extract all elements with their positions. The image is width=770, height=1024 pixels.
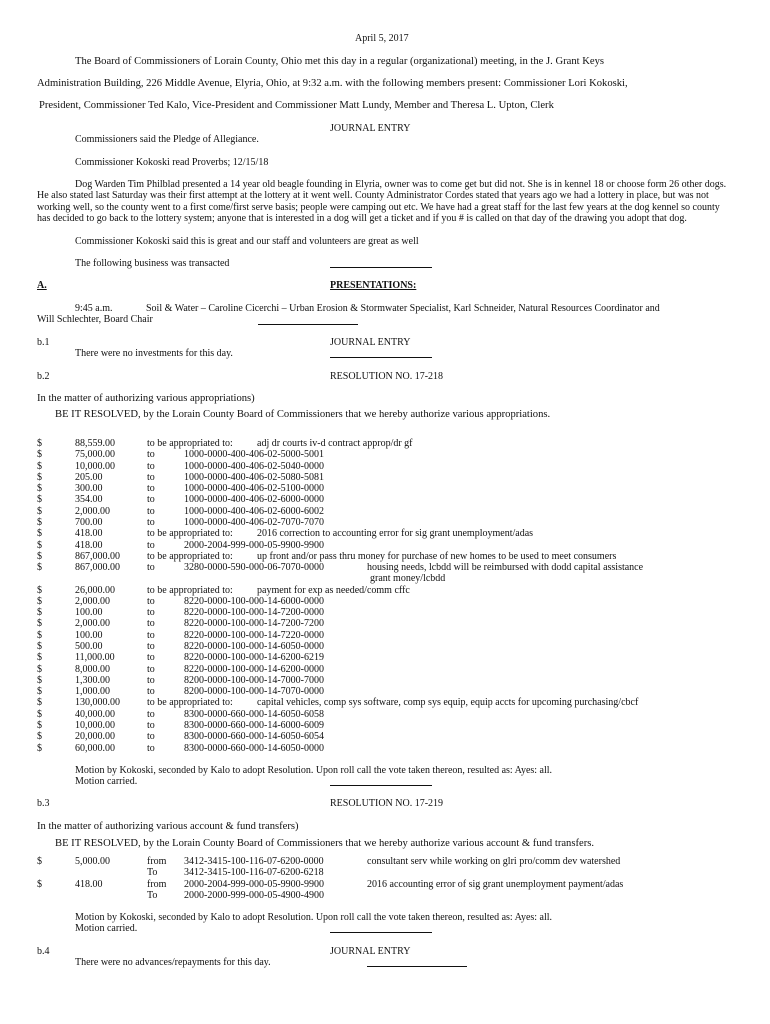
amount: 500.00 [75,641,103,653]
amount: 100.00 [75,629,103,641]
currency-symbol: $ [37,878,42,890]
table-row [0,618,770,629]
description: capital vehicles, comp sys software, comp sys equip, equip accts for upcoming purchasing/cbcf [257,697,639,709]
b3-matter: In the matter of authorizing various account & fund transfers) [37,821,299,832]
currency-symbol: $ [37,629,42,641]
b2-resolved: BE IT RESOLVED, by the Lorain County Board of Commissioners that we hereby authorize various appropriations. [55,409,551,420]
amount: 10,000.00 [75,460,115,472]
amount: 1,300.00 [75,674,110,686]
amount: 20,000.00 [75,731,115,743]
table-row [0,856,770,867]
appropriation-type: to [147,720,155,731]
signature-line [367,966,467,967]
table-row [0,494,770,505]
account-number: 8220-0000-100-000-14-7200-7200 [184,618,324,630]
amount: 1,000.00 [75,686,110,698]
amount: 130,000.00 [75,697,120,709]
table-row [0,630,770,641]
b1-title: JOURNAL ENTRY [330,337,411,348]
kokoski-comment: Commissioner Kokoski said this is great and our staff and volunteers are great as well [75,236,419,247]
table-row [0,585,770,596]
amount: 300.00 [75,483,103,495]
table-row [0,652,770,663]
signature-line [330,932,432,933]
appropriation-type: to [147,708,155,720]
table-row [0,641,770,652]
currency-symbol: $ [37,460,42,472]
currency-symbol: $ [37,539,42,551]
currency-symbol: $ [37,483,42,495]
currency-symbol: $ [37,742,42,754]
b1-text: There were no investments for this day. [75,348,233,359]
description: up front and/or pass thru money for purchase of new homes to be used to meet consumers [257,550,617,562]
account-number: 8200-0000-100-000-14-7000-7000 [184,674,324,686]
signature-line [330,357,432,358]
amount: 11,000.00 [75,652,115,664]
currency-symbol: $ [37,856,42,867]
amount: 5,000.00 [75,856,110,867]
description: consultant serv while working on glri pro/comm dev watershed [367,856,621,867]
signature-line [330,267,432,268]
b3-motion: Motion by Kokoski, seconded by Kalo to adopt Resolution. Upon roll call the vote taken thereon, resulted as: Ayes: all. [75,912,553,923]
currency-symbol: $ [37,595,42,607]
amount: 26,000.00 [75,584,115,596]
signature-line [258,324,358,325]
table-row [0,506,770,517]
table-row [0,483,770,494]
appropriation-type: to [147,562,155,574]
account-number: 8220-0000-100-000-14-7220-0000 [184,629,324,641]
amount: 60,000.00 [75,742,115,754]
currency-symbol: $ [37,438,42,449]
business-transacted: The following business was transacted [75,258,230,269]
account-number: 3280-0000-590-000-06-7070-0000 [184,562,324,574]
b2-motion-carried: Motion carried. [75,776,138,787]
table-row [0,709,770,720]
currency-symbol: $ [37,720,42,731]
currency-symbol: $ [37,641,42,653]
table-row [0,686,770,697]
account-number: 1000-0000-400-406-02-5000-5001 [184,449,324,461]
account-number: 2000-2004-999-000-05-9900-9900 [184,878,324,890]
currency-symbol: $ [37,674,42,686]
appropriation-type: to [147,449,155,461]
account-number: 1000-0000-400-406-02-5040-0000 [184,460,324,472]
table-row [0,664,770,675]
currency-symbol: $ [37,607,42,619]
amount: 2,000.00 [75,618,110,630]
appropriation-type: to [147,539,155,551]
amount: 2,000.00 [75,505,110,517]
currency-symbol: $ [37,550,42,562]
b3-label: b.3 [37,798,50,809]
currency-symbol: $ [37,708,42,720]
transfer-direction: To [147,867,158,879]
currency-symbol: $ [37,584,42,596]
appropriation-type: to [147,516,155,528]
account-number: 2000-2000-999-000-05-4900-4900 [184,889,324,901]
presentation-line-1: Soil & Water – Caroline Cicerchi – Urban Erosion & Stormwater Specialist, Karl Schneider, Natural Resources Coordinator and [146,303,660,314]
dog-warden-paragraph: Dog Warden Tim Philblad presented a 14 year old beagle founding in Elyria, owner was to come get but did not. She is in kennel 18 or choose form 26 other dogs. He also stated last Saturday was their first attempt at the lottery at it went well. County Administrator Cordes stated that years ago we had a lottery in place, but was not working well, so the county went to a first come/first serve basis; people were camping out etc. We have had a great staff for the last few years at the dog kennel so county has decided to go back to the lottery system; anyone that is interested in a dog will get a ticket and if you # is called on that day of the drawing you adopt that dog. [37,179,727,224]
currency-symbol: $ [37,494,42,506]
section-a-title: PRESENTATIONS: [330,280,417,291]
b1-label: b.1 [37,337,50,348]
currency-symbol: $ [37,663,42,675]
description: grant money/lcbdd [370,573,446,585]
b4-label: b.4 [37,946,50,957]
account-number: 1000-0000-400-406-02-7070-7070 [184,516,324,528]
appropriation-type: to be appropriated to: [147,697,233,709]
account-number: 1000-0000-400-406-02-5080-5081 [184,471,324,483]
account-number: 8300-0000-660-000-14-6000-6009 [184,720,324,731]
table-row [0,720,770,731]
account-number: 8220-0000-100-000-14-6000-0000 [184,595,324,607]
presentation-time: 9:45 a.m. [75,303,113,314]
account-number: 1000-0000-400-406-02-5100-0000 [184,483,324,495]
appropriation-type: to [147,483,155,495]
table-row [0,472,770,483]
b2-title: RESOLUTION NO. 17-218 [330,371,444,382]
currency-symbol: $ [37,471,42,483]
b2-label: b.2 [37,371,50,382]
account-number: 8300-0000-660-000-14-6050-6054 [184,731,324,743]
table-row [0,449,770,460]
appropriation-type: to [147,686,155,698]
account-number: 8220-0000-100-000-14-6200-6219 [184,652,324,664]
intro-line-3: President, Commissioner Ted Kalo, Vice-President and Commissioner Matt Lundy, Member and Theresa L. Upton, Clerk [39,100,554,111]
appropriation-type: to [147,742,155,754]
currency-symbol: $ [37,697,42,709]
table-row [0,551,770,562]
table-row [0,675,770,686]
intro-line-2: Administration Building, 226 Middle Avenue, Elyria, Ohio, at 9:32 a.m. with the following members present: Commissioner Lori Kokoski, [37,78,628,89]
amount: 867,000.00 [75,562,120,574]
intro-line-1: The Board of Commissioners of Lorain County, Ohio met this day in a regular (organizational) meeting, in the J. Grant Keys [75,56,604,67]
table-row [0,879,770,890]
appropriation-type: to be appropriated to: [147,550,233,562]
currency-symbol: $ [37,505,42,517]
table-row [0,540,770,551]
table-row [0,517,770,528]
description: 2016 correction to accounting error for sig grant unemployment/adas [257,528,534,540]
table-row [0,867,770,878]
appropriation-type: to be appropriated to: [147,528,233,540]
table-row [0,528,770,539]
account-number: 3412-3415-100-116-07-6200-0000 [184,856,324,867]
b4-title: JOURNAL ENTRY [330,946,411,957]
currency-symbol: $ [37,686,42,698]
description: adj dr courts iv-d contract approp/dr gf [257,438,413,449]
b3-title: RESOLUTION NO. 17-219 [330,798,444,809]
amount: 867,000.00 [75,550,120,562]
amount: 418.00 [75,528,103,540]
account-number: 8300-0000-660-000-14-6050-6058 [184,708,324,720]
table-row [0,743,770,754]
amount: 88,559.00 [75,438,115,449]
account-number: 2000-2004-999-000-05-9900-9900 [184,539,324,551]
description: housing needs, lcbdd will be reimbursed with dodd capital assistance [367,562,644,574]
transfer-direction: from [147,856,167,867]
amount: 700.00 [75,516,103,528]
currency-symbol: $ [37,618,42,630]
signature-line [330,785,432,786]
account-number: 1000-0000-400-406-02-6000-6002 [184,505,324,517]
section-a-letter: A. [37,280,47,291]
appropriation-type: to [147,652,155,664]
amount: 8,000.00 [75,663,110,675]
appropriation-type: to [147,471,155,483]
appropriation-type: to [147,505,155,517]
table-row [0,461,770,472]
appropriation-type: to [147,629,155,641]
table-row [0,596,770,607]
amount: 354.00 [75,494,103,506]
amount: 418.00 [75,539,103,551]
amount: 40,000.00 [75,708,115,720]
account-number: 1000-0000-400-406-02-6000-0000 [184,494,324,506]
appropriation-type: to [147,618,155,630]
currency-symbol: $ [37,562,42,574]
appropriation-type: to [147,663,155,675]
description: payment for exp as needed/comm cffc [257,584,410,596]
appropriation-type: to [147,494,155,506]
pledge-text: Commissioners said the Pledge of Allegiance. [75,134,259,145]
appropriation-type: to be appropriated to: [147,584,233,596]
appropriation-type: to [147,731,155,743]
description: 2016 accounting error of sig grant unemployment payment/adas [367,878,624,890]
table-row [0,890,770,901]
table-row [0,573,770,584]
document-date: April 5, 2017 [355,33,409,44]
amount: 10,000.00 [75,720,115,731]
amount: 100.00 [75,607,103,619]
currency-symbol: $ [37,731,42,743]
account-number: 8220-0000-100-000-14-6200-0000 [184,663,324,675]
b2-motion: Motion by Kokoski, seconded by Kalo to adopt Resolution. Upon roll call the vote taken thereon, resulted as: Ayes: all. [75,765,553,776]
currency-symbol: $ [37,652,42,664]
appropriation-type: to [147,595,155,607]
account-number: 3412-3415-100-116-07-6200-6218 [184,867,324,879]
currency-symbol: $ [37,528,42,540]
b3-motion-carried: Motion carried. [75,923,138,934]
b2-matter: In the matter of authorizing various appropriations) [37,393,255,404]
b3-resolved: BE IT RESOLVED, by the Lorain County Board of Commissioners that we hereby authorize various account & fund transfers. [55,838,594,849]
journal-entry-heading: JOURNAL ENTRY [330,123,411,134]
account-number: 8200-0000-100-000-14-7070-0000 [184,686,324,698]
appropriation-type: to [147,607,155,619]
transfer-direction: from [147,878,167,890]
presentation-line-2: Will Schlechter, Board Chair [37,314,153,325]
transfer-direction: To [147,889,158,901]
table-row [0,438,770,449]
account-number: 8220-0000-100-000-14-6050-0000 [184,641,324,653]
currency-symbol: $ [37,449,42,461]
appropriation-type: to [147,674,155,686]
table-row [0,607,770,618]
appropriation-type: to [147,460,155,472]
b4-text: There were no advances/repayments for this day. [75,957,271,968]
table-row [0,731,770,742]
appropriation-type: to [147,641,155,653]
amount: 75,000.00 [75,449,115,461]
proverbs-text: Commissioner Kokoski read Proverbs; 12/15/18 [75,157,269,168]
amount: 2,000.00 [75,595,110,607]
table-row [0,562,770,573]
currency-symbol: $ [37,516,42,528]
amount: 205.00 [75,471,103,483]
amount: 418.00 [75,878,103,890]
table-row [0,697,770,708]
appropriation-type: to be appropriated to: [147,438,233,449]
account-number: 8220-0000-100-000-14-7200-0000 [184,607,324,619]
account-number: 8300-0000-660-000-14-6050-0000 [184,742,324,754]
